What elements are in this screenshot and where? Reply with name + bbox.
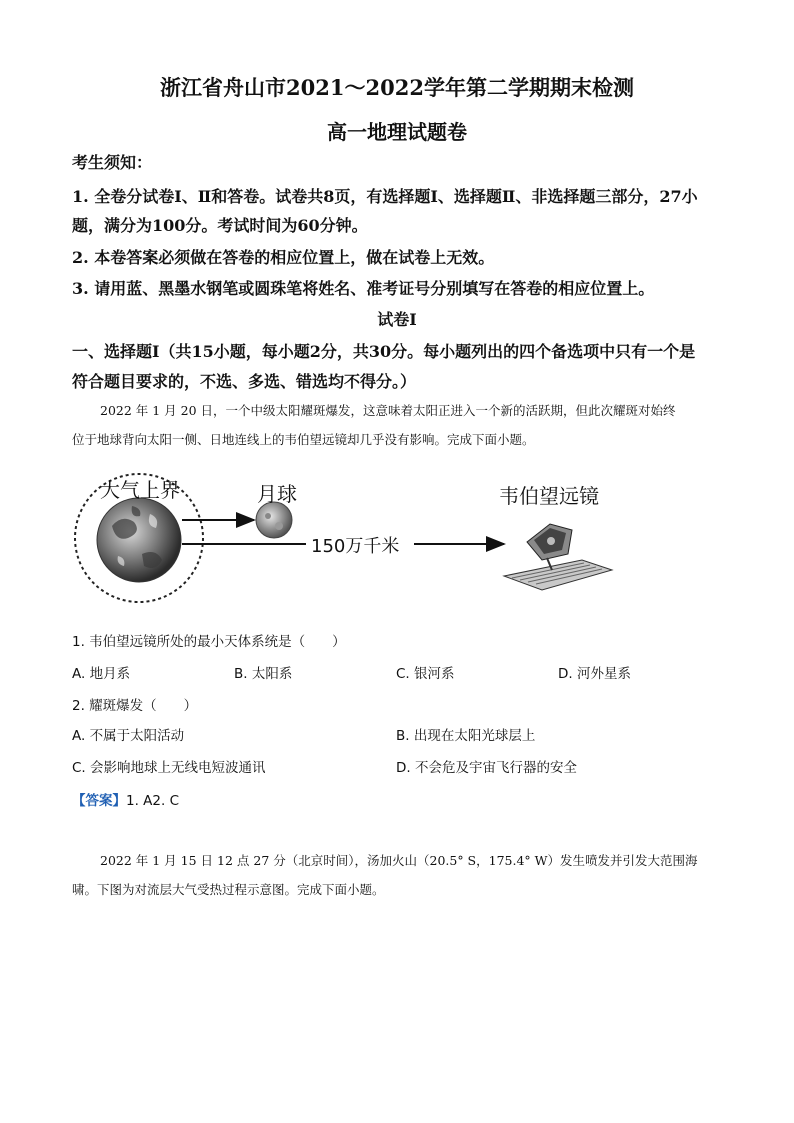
question-1-stem: 1. 韦伯望远镜所处的最小天体系统是（ ） [72, 634, 346, 650]
page-subtitle: 高一地理试题卷 [327, 120, 467, 144]
moon-label: 月球 [257, 482, 297, 506]
paper-label: 试卷Ⅰ [377, 310, 417, 329]
telescope-icon [504, 524, 612, 590]
question-2-stem: 2. 耀斑爆发（ ） [72, 698, 198, 714]
question-1-option-d: D. 河外星系 [558, 666, 631, 682]
section-intro-2: 符合题目要求的，不选、多选、错选均不得分。） [72, 372, 417, 391]
telescope-label: 韦伯望远镜 [499, 484, 599, 508]
notice-item-3: 3. 请用蓝、黑墨水钢笔或圆珠笔将姓名、准考证号分别填写在答卷的相应位置上。 [72, 279, 655, 298]
question-2-option-c: C. 会影响地球上无线电短波通讯 [72, 760, 266, 776]
answer-line [72, 789, 179, 809]
distance-label: 150万千米 [311, 536, 400, 557]
passage-1-line-2: 位于地球背向太阳一侧、日地连线上的韦伯望远镜却几乎没有影响。完成下面小题。 [72, 432, 535, 447]
question-1-option-c: C. 银河系 [396, 666, 455, 682]
passage-2-line-1: 2022 年 1 月 15 日 12 点 27 分（北京时间），汤加火山（20.5° S，175.4° W）发生喷发并引发大范围海 [100, 853, 698, 868]
notice-item-2: 2. 本卷答案必须做在答卷的相应位置上，做在试卷上无效。 [72, 248, 495, 267]
passage-1-line-1: 2022 年 1 月 20 日，一个中级太阳耀斑爆发，这意味着太阳正进入一个新的活跃期，但此次耀斑对始终 [100, 403, 676, 418]
question-2-option-d: D. 不会危及宇宙飞行器的安全 [396, 760, 577, 776]
question-2-option-b: B. 出现在太阳光球层上 [396, 728, 536, 744]
answer-tag: 【答案】 [72, 793, 126, 809]
question-1-option-b: B. 太阳系 [234, 666, 293, 682]
notice-item-1: 1. 全卷分试卷Ⅰ、Ⅱ和答卷。试卷共8页，有选择题Ⅰ、选择题Ⅱ、非选择题三部分，27小 [72, 187, 698, 206]
answer-text: 1. A2. C [126, 793, 180, 809]
question-1-option-a: A. 地月系 [72, 666, 131, 682]
notice-heading: 考生须知： [72, 153, 153, 172]
page-title: 浙江省舟山市2021～2022学年第二学期期末检测 [160, 75, 634, 100]
passage-2-line-2: 啸。下图为对流层大气受热过程示意图。完成下面小题。 [72, 882, 385, 897]
atmosphere-label: 大气上界 [100, 478, 180, 502]
moon-icon [256, 502, 292, 538]
notice-item-1-cont: 题，满分为100分。考试时间为60分钟。 [72, 216, 368, 235]
question-2-option-a: A. 不属于太阳活动 [72, 728, 185, 744]
section-intro-1: 一、选择题Ⅰ（共15小题，每小题2分，共30分。每小题列出的四个备选项中只有一个是 [72, 342, 696, 361]
